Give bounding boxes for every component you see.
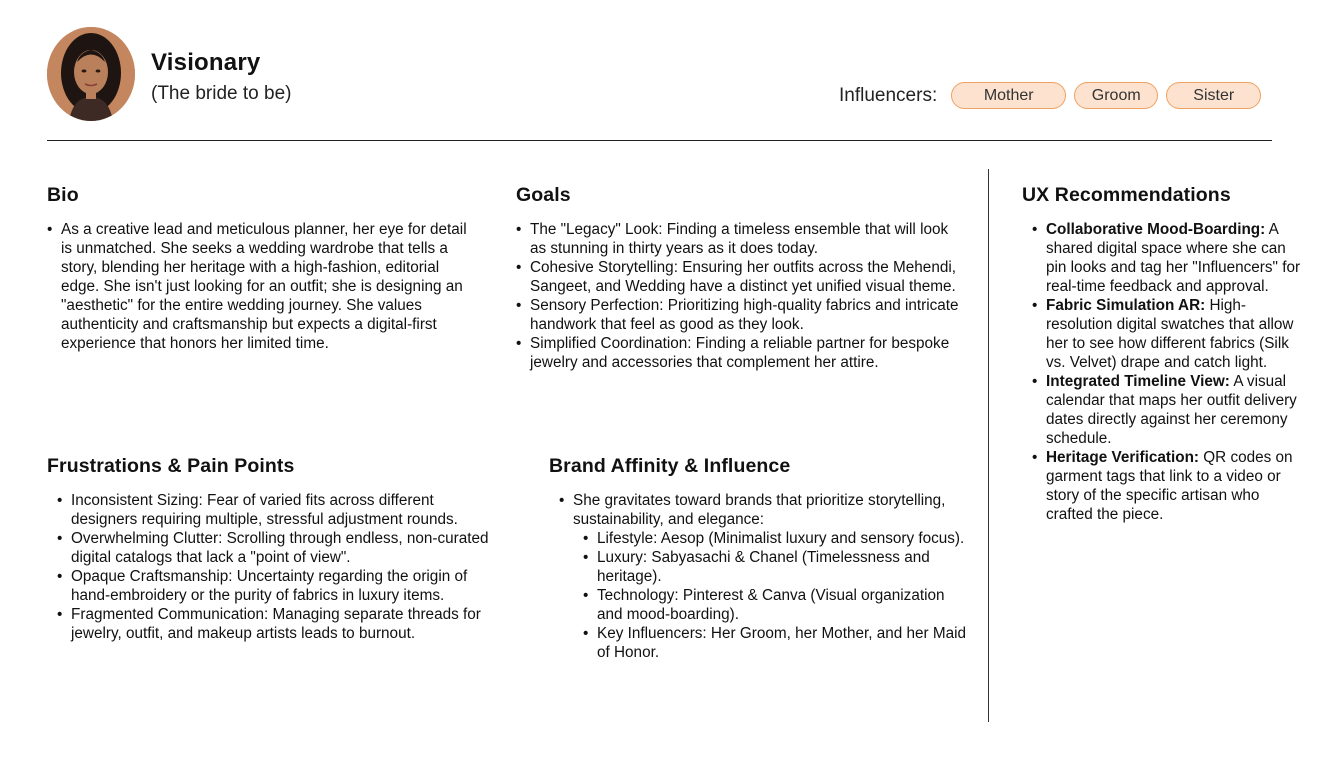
frustrations-section bbox=[47, 455, 492, 643]
brand-intro-text: She gravitates toward brands that prioritize storytelling, sustainability, and elegance: bbox=[573, 492, 946, 528]
brand-item: • Key Influencers: Her Groom, her Mother, and her Maid of Honor. bbox=[583, 624, 969, 662]
ux-item-text: High-resolution digital swatches that allow her to see how different fabrics (Silk vs. Velvet) drape and catch light. bbox=[1046, 297, 1294, 371]
goal-item: • Simplified Coordination: Finding a reliable partner for bespoke jewelry and accessories that complement her attire. bbox=[516, 334, 961, 372]
persona-name: Visionary bbox=[151, 49, 261, 76]
goals-title: Goals bbox=[516, 184, 571, 206]
ux-item-heading: Heritage Verification: bbox=[1046, 449, 1200, 466]
bio-section bbox=[47, 184, 477, 353]
frustration-item: • Overwhelming Clutter: Scrolling through endless, non-curated digital catalogs that lack a "point of view". bbox=[57, 529, 492, 567]
frustration-item: • Opaque Craftsmanship: Uncertainty regarding the origin of hand-embroidery or the purity of fabrics in luxury items. bbox=[57, 567, 492, 605]
ux-item-heading: Collaborative Mood-Boarding: bbox=[1046, 221, 1266, 238]
brand-sublist bbox=[583, 529, 969, 662]
brand-item: • Luxury: Sabyasachi & Chanel (Timelessness and heritage). bbox=[583, 548, 969, 586]
column-divider bbox=[988, 169, 989, 722]
ux-item-text: A shared digital space where she can pin looks and tag her "Influencers" for real-time feedback and approval. bbox=[1046, 221, 1301, 295]
bio-item: • As a creative lead and meticulous planner, her eye for detail is unmatched. She seeks a wedding wardrobe that tells a story, blending her heritage with a high-fashion, editorial edge. She isn't just looking for an outfit; she is designing an "aesthetic" for the entire wedding journey. She values authenticity and craftsmanship but expects a digital-first experience that honors her limited time. bbox=[47, 220, 477, 353]
persona-role: (The bride to be) bbox=[151, 83, 292, 104]
brand-section bbox=[549, 455, 969, 662]
ux-item-heading: Integrated Timeline View: bbox=[1046, 373, 1230, 390]
brand-item: • Lifestyle: Aesop (Minimalist luxury and sensory focus). bbox=[583, 529, 969, 548]
goals-list bbox=[516, 220, 961, 372]
ux-item-text: QR codes on garment tags that link to a video or story of the specific artisan who crafted the piece. bbox=[1046, 449, 1293, 523]
frustrations-title: Frustrations & Pain Points bbox=[47, 455, 295, 477]
ux-title: UX Recommendations bbox=[1022, 184, 1231, 206]
influencers-bar bbox=[839, 82, 1269, 109]
goal-item: • The "Legacy" Look: Finding a timeless ensemble that will look as stunning in thirty years as it does today. bbox=[516, 220, 961, 258]
frustration-item: • Inconsistent Sizing: Fear of varied fits across different designers requiring multiple, stressful adjustment rounds. bbox=[57, 491, 492, 529]
ux-item bbox=[1032, 296, 1302, 372]
ux-item bbox=[1032, 220, 1302, 296]
influencer-chip-sister[interactable]: Sister bbox=[1166, 82, 1261, 109]
header-divider bbox=[47, 140, 1272, 141]
ux-item bbox=[1032, 448, 1302, 524]
goal-item: • Cohesive Storytelling: Ensuring her outfits across the Mehendi, Sangeet, and Wedding have a distinct yet unified visual theme. bbox=[516, 258, 961, 296]
brand-intro bbox=[559, 491, 969, 662]
avatar-portrait bbox=[47, 27, 135, 121]
brand-title: Brand Affinity & Influence bbox=[549, 455, 791, 477]
ux-section bbox=[1022, 184, 1302, 524]
frustration-item: • Fragmented Communication: Managing separate threads for jewelry, outfit, and makeup artists leads to burnout. bbox=[57, 605, 492, 643]
bio-title: Bio bbox=[47, 184, 79, 206]
influencer-chip-groom[interactable]: Groom bbox=[1074, 82, 1158, 109]
influencers-label: Influencers: bbox=[839, 84, 938, 106]
avatar bbox=[47, 27, 135, 121]
ux-list bbox=[1022, 220, 1302, 524]
goals-section bbox=[516, 184, 961, 372]
brand-list bbox=[549, 491, 969, 662]
ux-item-heading: Fabric Simulation AR: bbox=[1046, 297, 1206, 314]
brand-item: • Technology: Pinterest & Canva (Visual organization and mood-boarding). bbox=[583, 586, 969, 624]
goal-item: • Sensory Perfection: Prioritizing high-quality fabrics and intricate handwork that feel as good as they look. bbox=[516, 296, 961, 334]
bio-list bbox=[47, 220, 477, 353]
influencer-chip-mother[interactable]: Mother bbox=[951, 82, 1066, 109]
ux-item-text: A visual calendar that maps her outfit delivery dates directly against her ceremony schedule. bbox=[1046, 373, 1297, 447]
ux-item bbox=[1032, 372, 1302, 448]
frustrations-list bbox=[47, 491, 492, 643]
